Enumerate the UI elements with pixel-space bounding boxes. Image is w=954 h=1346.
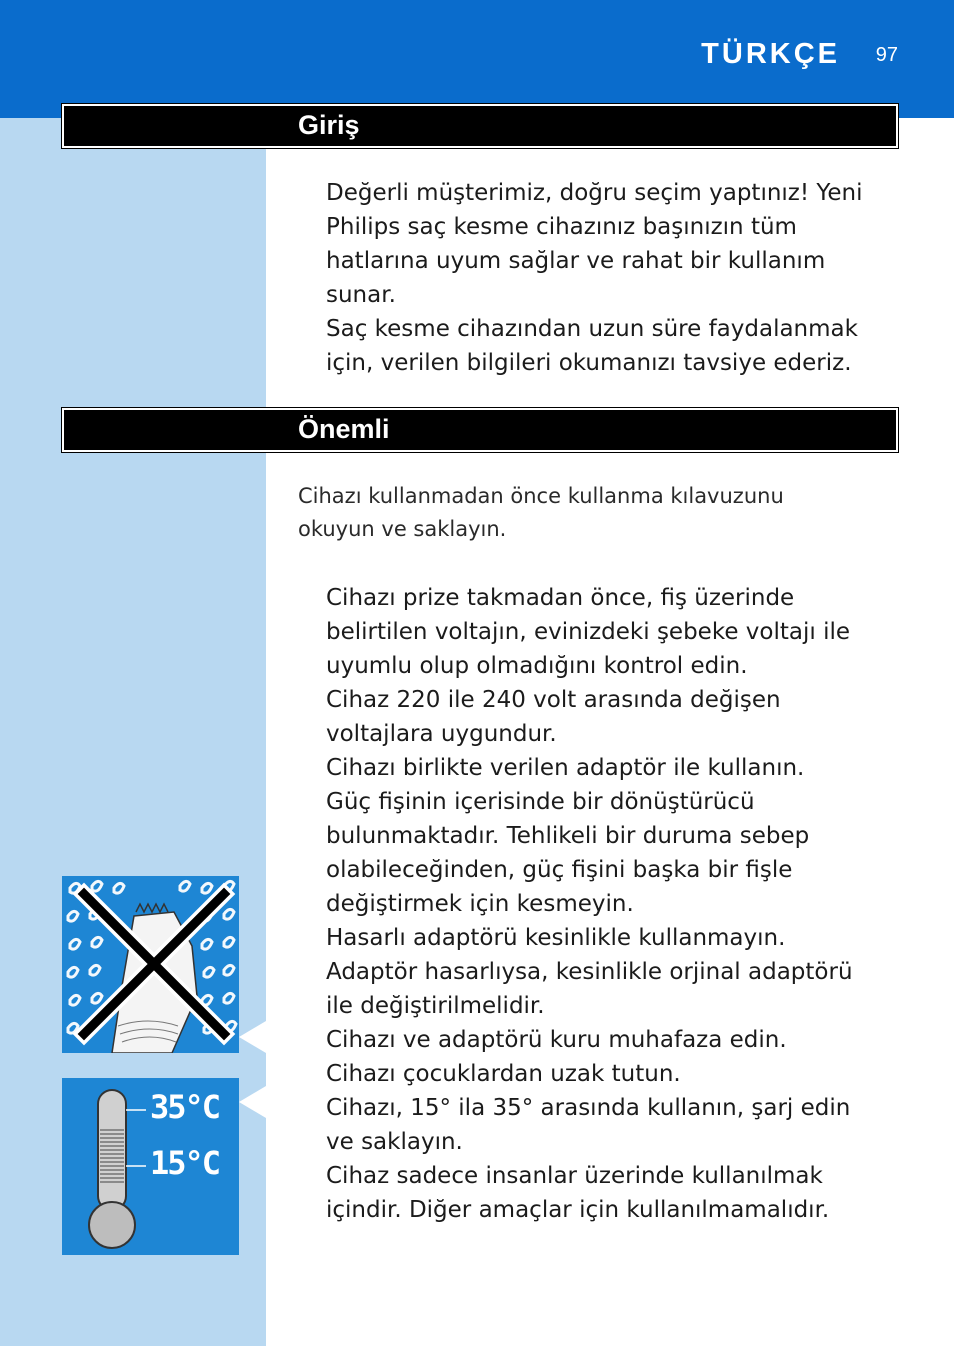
important-intro: [298, 480, 784, 546]
image-pointer: [239, 1086, 266, 1118]
low-temp-label: 15°C: [150, 1144, 220, 1182]
text-line: Cihazı, 15° ila 35° arasında kullanın, şarj edin: [326, 1095, 851, 1121]
text-line: Değerli müşterimiz, doğru seçim yaptınız! Yeni: [326, 180, 863, 206]
text-line: Cihazı çocuklardan uzak tutun.: [326, 1061, 681, 1087]
section-title: Önemli: [298, 414, 390, 444]
text-line: Philips saç kesme cihazınız başınızın tüm: [326, 214, 797, 240]
text-line: Hasarlı adaptörü kesinlikle kullanmayın.: [326, 925, 786, 951]
text-line: Cihazı kullanmadan önce kullanma kılavuzunu: [298, 484, 784, 508]
page-number: 97: [875, 44, 898, 66]
text-line: voltajlara uygundur.: [326, 721, 557, 747]
important-paragraph: [326, 581, 853, 1227]
language-title: TÜRKÇE: [701, 38, 840, 70]
section-title: Giriş: [298, 110, 360, 140]
text-line: ile değiştirilmelidir.: [326, 993, 545, 1019]
text-line: Cihazı ve adaptörü kuru muhafaza edin.: [326, 1027, 787, 1053]
text-line: Güç fişinin içerisinde bir dönüştürücü: [326, 789, 755, 815]
text-line: değiştirmek için kesmeyin.: [326, 891, 634, 917]
text-line: Cihazı prize takmadan önce, fiş üzerinde: [326, 585, 795, 611]
text-line: ve saklayın.: [326, 1129, 463, 1155]
text-line: Adaptör hasarlıysa, kesinlikle orjinal adaptörü: [326, 959, 853, 985]
text-line: Cihaz sadece insanlar üzerinde kullanılmak: [326, 1163, 823, 1189]
text-line: uyumlu olup olmadığını kontrol edin.: [326, 653, 748, 679]
text-line: belirtilen voltajın, evinizdeki şebeke voltajı ile: [326, 619, 851, 645]
text-line: olabileceğinden, güç fişini başka bir fişle: [326, 857, 793, 883]
temperature-illustration: [62, 1078, 239, 1255]
section-header-important: [62, 408, 898, 452]
text-line: hatlarına uyum sağlar ve rahat bir kullanım: [326, 248, 826, 274]
text-line: Cihazı birlikte verilen adaptör ile kullanın.: [326, 755, 805, 781]
text-line: okuyun ve saklayın.: [298, 517, 507, 541]
water-drops-crossed-icon: [62, 876, 239, 1053]
intro-paragraph: [326, 176, 863, 380]
text-line: için, verilen bilgileri okumanızı tavsiye ederiz.: [326, 350, 852, 376]
high-temp-label: 35°C: [150, 1088, 220, 1126]
image-pointer: [239, 1021, 266, 1053]
text-line: Saç kesme cihazından uzun süre faydalanmak: [326, 316, 858, 342]
text-line: Cihaz 220 ile 240 volt arasında değişen: [326, 687, 781, 713]
section-header-intro: [62, 104, 898, 148]
no-water-illustration: [62, 876, 239, 1053]
text-line: bulunmaktadır. Tehlikeli bir duruma sebep: [326, 823, 810, 849]
text-line: içindir. Diğer amaçlar için kullanılmamalıdır.: [326, 1197, 830, 1223]
text-line: sunar.: [326, 282, 396, 308]
